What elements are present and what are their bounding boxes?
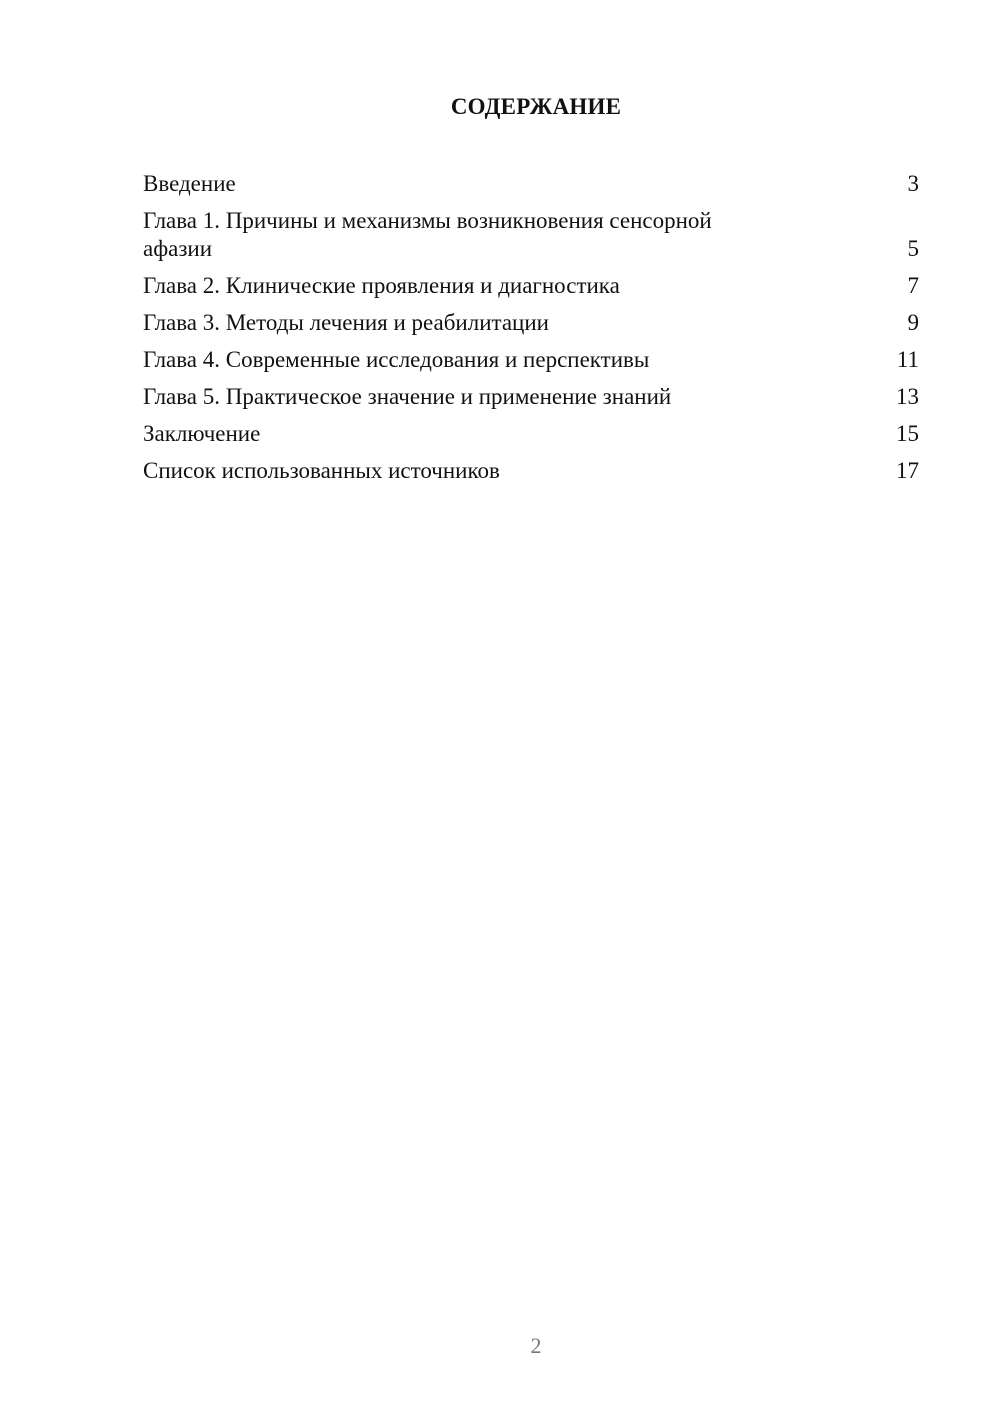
- toc-item-chapter-5[interactable]: [143, 383, 919, 411]
- page-number: 2: [530, 1333, 542, 1358]
- toc-item-introduction[interactable]: [143, 170, 919, 198]
- toc-item-label: Глава 2. Клинические проявления и диагностика: [143, 273, 620, 298]
- page-title: СОДЕРЖАНИЕ: [450, 94, 622, 119]
- toc-item-label: Список использованных источников: [143, 458, 500, 483]
- toc-item-page: 9: [907, 310, 919, 335]
- toc-item-page: 15: [896, 421, 919, 446]
- toc-item-label: Введение: [143, 171, 236, 196]
- toc-item-chapter-4[interactable]: [143, 346, 919, 374]
- toc-item-chapter-1[interactable]: [143, 207, 919, 263]
- toc-item-page: 11: [896, 347, 919, 372]
- toc-item-label: Глава 4. Современные исследования и перспективы: [143, 347, 650, 372]
- toc-item-page: 7: [907, 273, 919, 298]
- toc-item-page: 13: [896, 384, 919, 409]
- toc-item-label: Заключение: [143, 421, 261, 446]
- toc-item-label: Глава 5. Практическое значение и применение знаний: [143, 384, 672, 409]
- toc-item-chapter-3[interactable]: [143, 309, 919, 337]
- toc-item-label: Глава 3. Методы лечения и реабилитации: [143, 310, 549, 335]
- toc-item-references[interactable]: [143, 457, 919, 485]
- table-of-contents: [143, 170, 919, 494]
- toc-item-chapter-2[interactable]: [143, 272, 919, 300]
- toc-item-label: Глава 1. Причины и механизмы возникновения сенсорной афазии: [143, 208, 712, 261]
- toc-item-page: 17: [896, 458, 919, 483]
- toc-item-conclusion[interactable]: [143, 420, 919, 448]
- toc-item-page: 5: [907, 236, 919, 261]
- toc-item-page: 3: [907, 171, 919, 196]
